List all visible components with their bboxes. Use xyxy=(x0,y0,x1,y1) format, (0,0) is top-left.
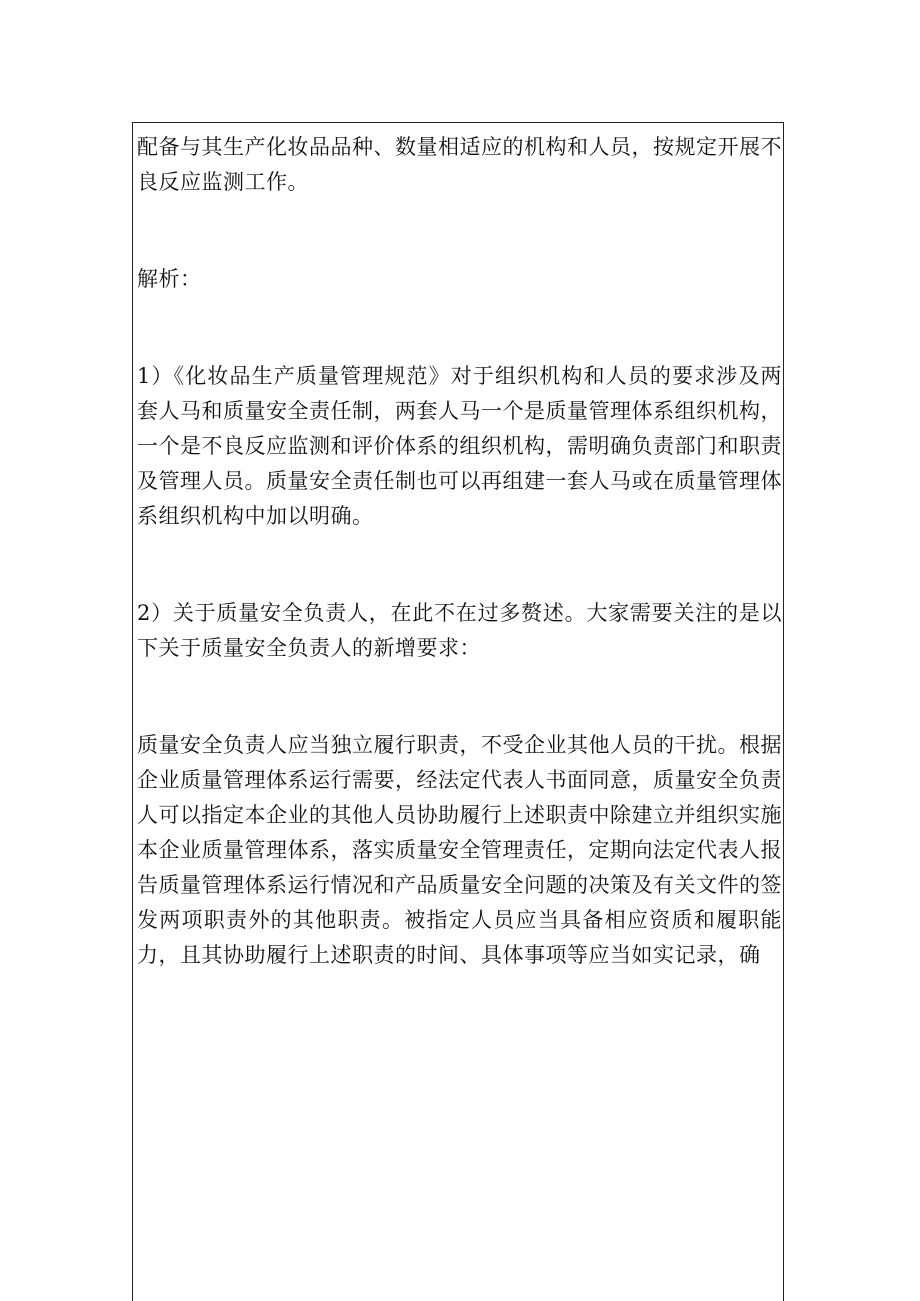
paragraph-analysis-heading: 解析： xyxy=(137,267,202,291)
paragraph-gap xyxy=(137,297,782,359)
paragraph-requirements: 质量安全负责人应当独立履行职责，不受企业其他人员的干扰。根据企业质量管理体系运行需要，经法定代表人书面同意，质量安全负责人可以指定本企业的其他人员协助履行上述职责中除建立并组织实施本企业质量管理体系，落实质量安全管理责任，定期向法定代表人报告质量管理体系运行情况和产品质量安全问题的决策及有关文件的签发两项职责外的其他职责。被指定人员应当具备相应资质和履职能力，且其协助履行上述职责的时间、具体事项等应当如实记录，确 xyxy=(137,733,782,967)
document-body xyxy=(137,130,782,973)
paragraph-gap xyxy=(137,200,782,262)
paragraph-intro: 配备与其生产化妆品品种、数量相适应的机构和人员，按规定开展不良反应监测工作。 xyxy=(137,135,782,194)
paragraph-gap xyxy=(137,666,782,728)
paragraph-point-2: 2）关于质量安全负责人，在此不在过多赘述。大家需要关注的是以下关于质量安全负责人的新增要求： xyxy=(137,601,782,660)
paragraph-gap xyxy=(137,534,782,596)
paragraph-point-1: 1）《化妆品生产质量管理规范》对于组织机构和人员的要求涉及两套人马和质量安全责任制，两套人马一个是质量管理体系组织机构，一个是不良反应监测和评价体系的组织机构，需明确负责部门和职责及管理人员。质量安全责任制也可以再组建一套人马或在质量管理体系组织机构中加以明确。 xyxy=(137,364,782,528)
